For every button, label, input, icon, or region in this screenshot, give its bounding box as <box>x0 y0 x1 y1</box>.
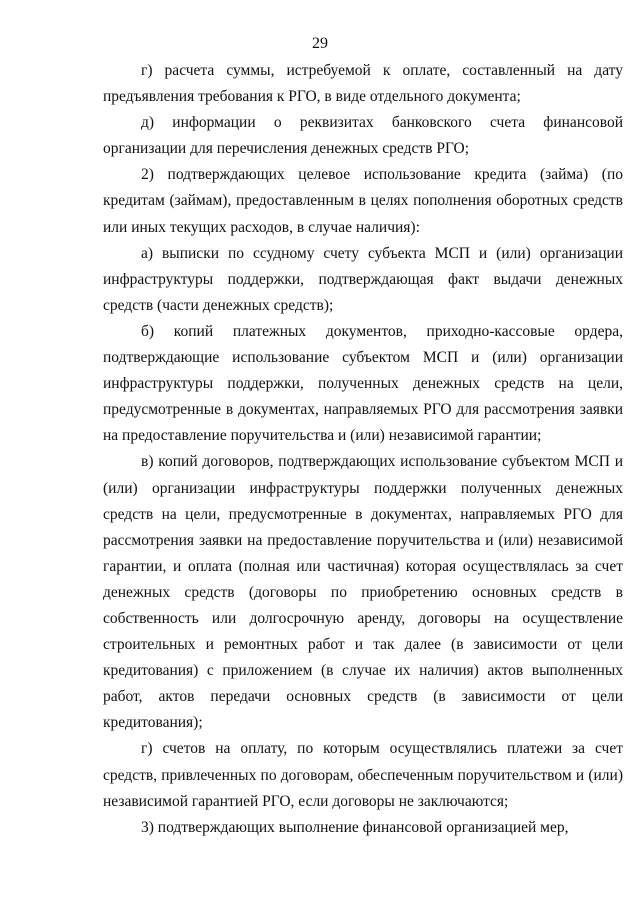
document-body <box>103 58 623 841</box>
paragraph-a-loan-statement: а) выписки по ссудному счету субъекта МСП и (или) организации инфраструктуры поддержки, подтверждающая факт выдачи денежных средств (части денежных средств); <box>103 244 623 314</box>
paragraph-b-payment-documents: б) копий платежных документов, приходно-кассовые ордера, подтверждающие использование субъектом МСП и (или) организации инфраструктуры поддержки, полученных денежных средств на цели, предусмотренные в документах, направляемых РГО для рассмотрения заявки на предоставление поручительства и (или) независимой гарантии; <box>103 322 623 445</box>
paragraph-2-target-use: 2) подтверждающих целевое использование кредита (займа) (по кредитам (займам), предоставленным в целях пополнения оборотных средств или иных текущих расходов, в случае наличия): <box>103 166 623 236</box>
paragraph-3-measures: 3) подтверждающих выполнение финансовой организацией мер, <box>141 818 569 836</box>
page-number: 29 <box>312 35 328 52</box>
paragraph-d-bank-details: д) информации о реквизитах банковского счета финансовой организации для перечисления денежных средств РГО; <box>103 114 623 158</box>
paragraph-v-contracts: в) копий договоров, подтверждающих использование субъектом МСП и (или) организации инфраструктуры поддержки полученных денежных средств на цели, предусмотренные в документах, направляемых РГО для рассмотрения заявки на предоставление поручительства и (или) независимой гарантии, и оплата (полная или частичная) которая осуществлялась за счет денежных средств (договоры по приобретению основных средств в собственность или долгосрочную аренду, договоры на осуществление строительных и ремонтных работ и так далее (в зависимости от цели кредитования) с приложением (в случае их наличия) актов выполненных работ, актов передачи основных средств (в зависимости от цели кредитования); <box>103 453 623 732</box>
paragraph-g-invoices: г) счетов на оплату, по которым осуществлялись платежи за счет средств, привлеченных по договорам, обеспеченным поручительством и (или) независимой гарантией РГО, если договоры не заключаются; <box>103 740 623 810</box>
paragraph-g-claim-amount: г) расчета суммы, истребуемой к оплате, составленный на дату предъявления требования к РГО, в виде отдельного документа; <box>103 62 623 106</box>
